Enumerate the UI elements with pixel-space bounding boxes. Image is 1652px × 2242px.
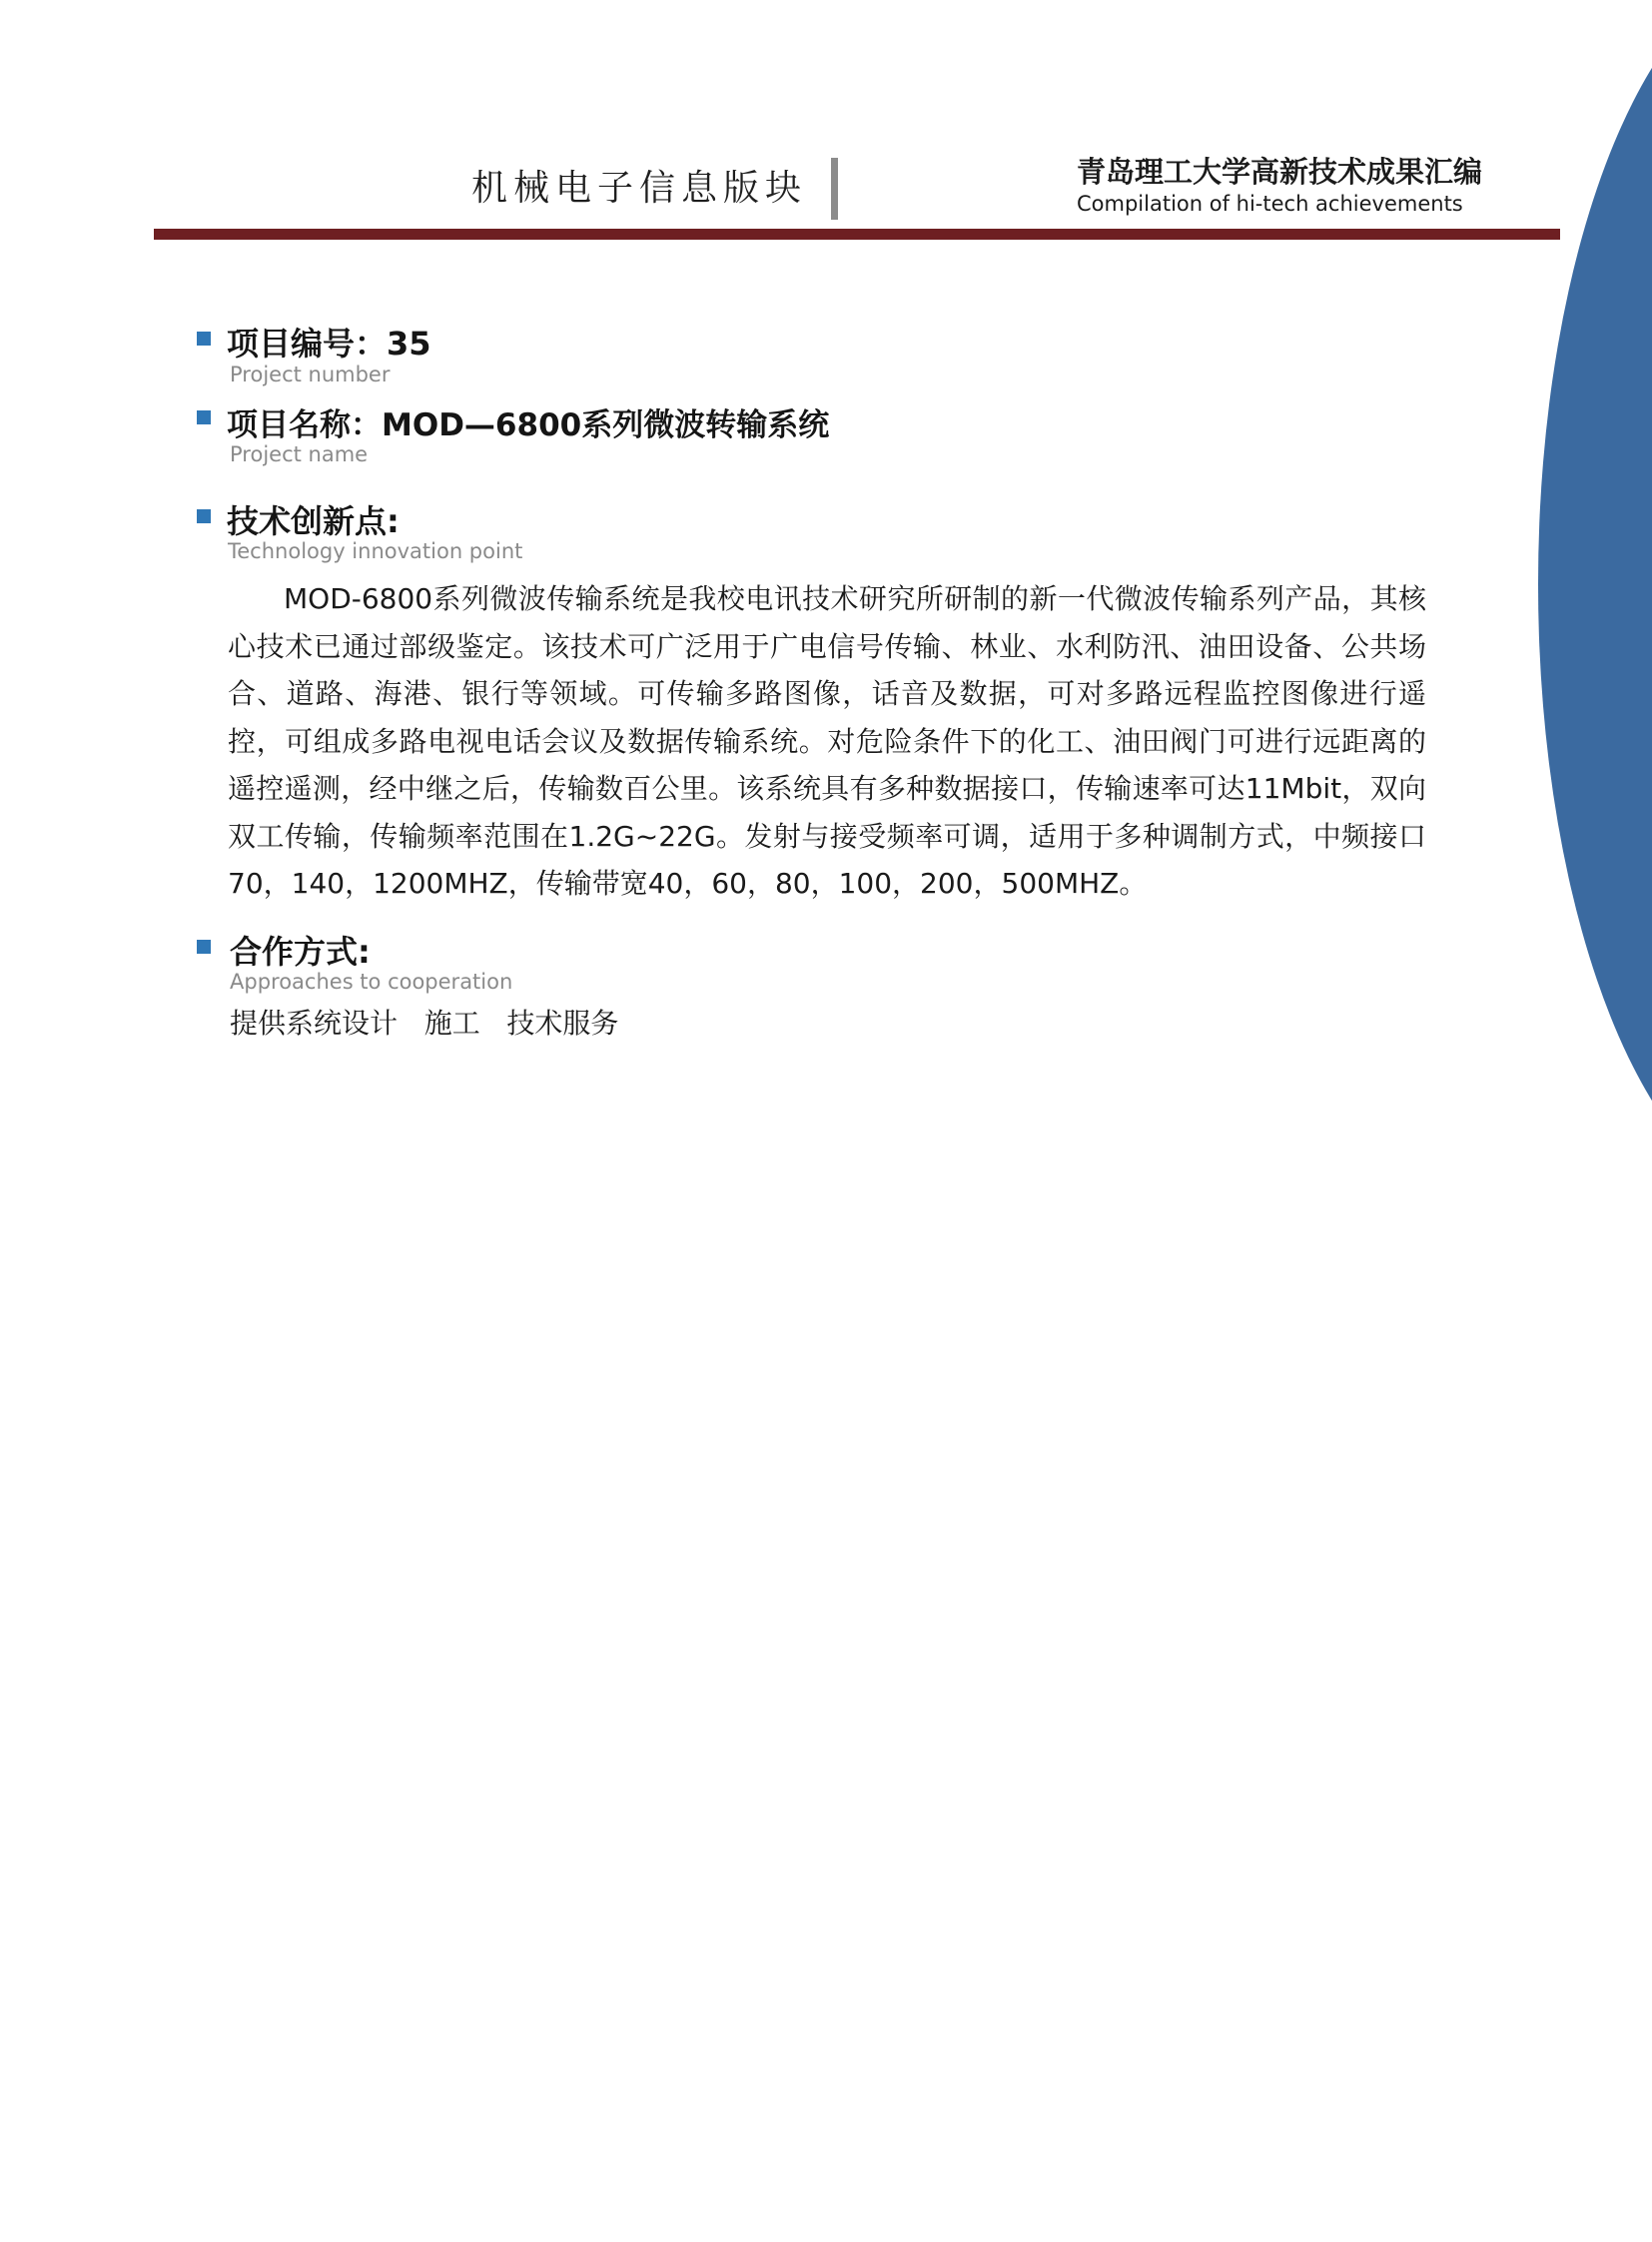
- cooperation-subheading: Approaches to cooperation: [230, 970, 513, 994]
- decorative-blue-arc: [1538, 0, 1652, 1208]
- bullet-square-icon: [197, 509, 211, 523]
- bullet-square-icon: [197, 940, 211, 954]
- cooperation-text: 提供系统设计 施工 技术服务: [230, 1007, 619, 1040]
- project-number-heading: 项目编号：35: [227, 325, 431, 363]
- header-rule: [154, 229, 1560, 240]
- brand-title-cn: 青岛理工大学高新技术成果汇编: [1077, 155, 1483, 189]
- innovation-heading: 技术创新点:: [227, 502, 400, 540]
- brand-title-en: Compilation of hi-tech achievements: [1077, 192, 1463, 216]
- section-title: 机械电子信息版块: [470, 168, 807, 209]
- title-divider-bar: [831, 158, 838, 220]
- project-name-heading: 项目名称：MOD—6800系列微波转输系统: [227, 407, 830, 443]
- bullet-square-icon: [197, 332, 211, 346]
- project-name-subheading: Project name: [230, 442, 369, 466]
- innovation-subheading: Technology innovation point: [228, 539, 523, 563]
- bullet-square-icon: [197, 410, 211, 424]
- innovation-body: MOD-6800系列微波传输系统是我校电讯技术研究所研制的新一代微波传输系列产品，其核心技术已通过部级鉴定。该技术可广泛用于广电信号传输、林业、水利防汛、油田设备、公共场合、道路、海港、银行等领域。可传输多路图像，话音及数据，可对多路远程监控图像进行遥控，可组成多路电视电话会议及数据传输系统。对危险条件下的化工、油田阀门可进行远距离的遥控遥测，经中继之后，传输数百公里。该系统具有多种数据接口，传输速率可达11Mbit，双向双工传输，传输频率范围在1.2G~22G。发射与接受频率可调，适用于多种调制方式，中频接口70，140，1200MHZ，传输带宽40，60，80，100，200，500MHZ。: [228, 582, 1426, 900]
- cooperation-heading: 合作方式:: [230, 933, 371, 971]
- project-number-subheading: Project number: [230, 363, 391, 386]
